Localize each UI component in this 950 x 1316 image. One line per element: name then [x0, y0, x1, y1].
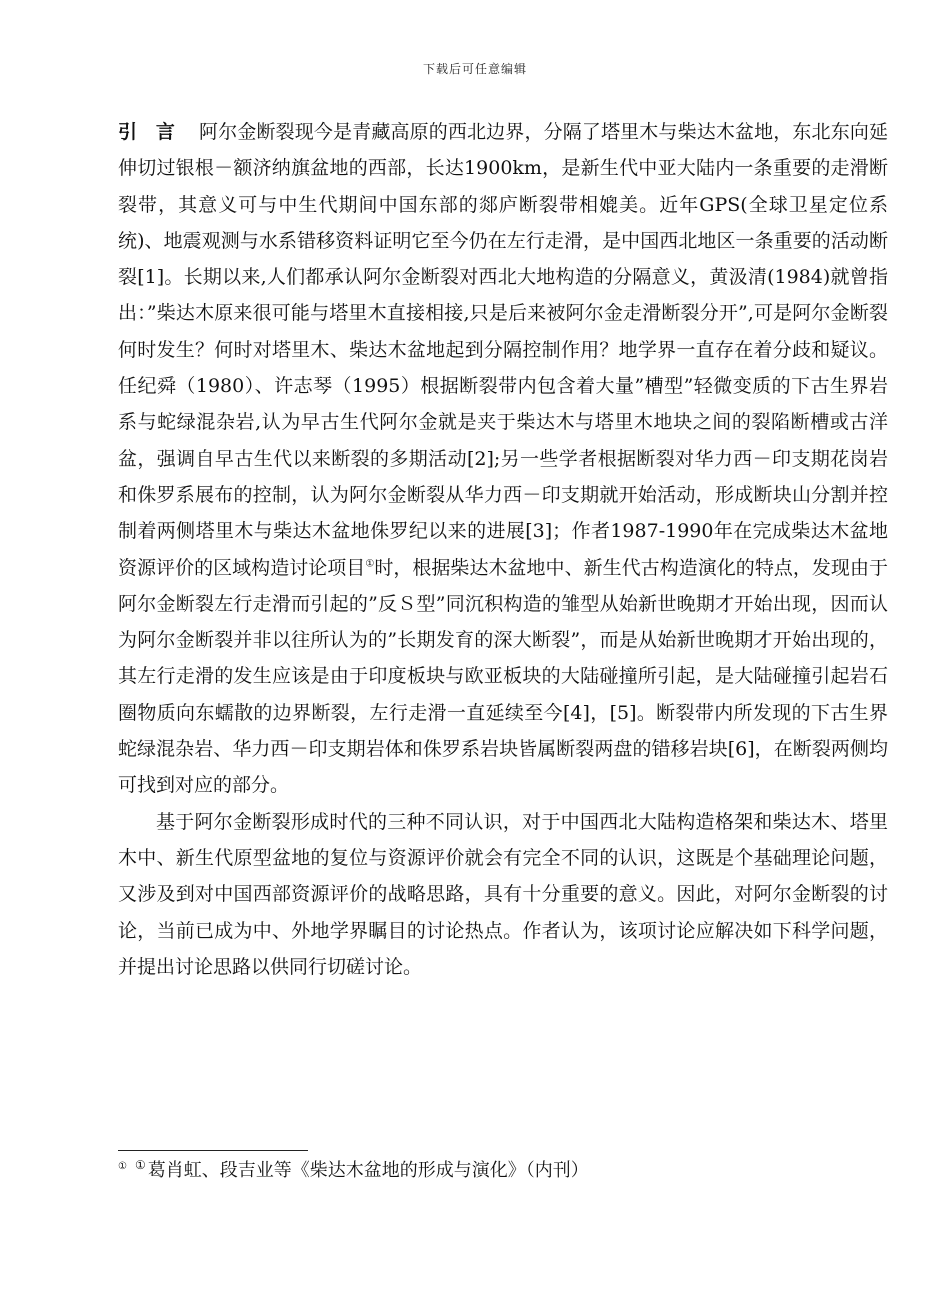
intro-paragraph-1-text-b: 时，根据柴达木盆地中、新生代古构造演化的特点，发现由于阿尔金断裂左行走滑而引起的”反Ｓ型”同沉积构造的雏型从始新世晚期才开始出现，因而认为阿尔金断裂并非以往所认为的”长期发育的深大断裂”，而是从始新世晚期才开始出现的，其左行走滑的发生应该是由于印度板块与欧亚板块的大陆碰撞所引起，是大陆碰撞引起岩石圈物质向东蠕散的边界断裂，左行走滑一直延续至今[4]，[5]。断裂带内所发现的下古生界蛇绿混杂岩、华力西－印支期岩体和侏罗系岩块皆属断裂两盘的错移岩块[6]，在断裂两侧均可找到对应的部分。 [118, 556, 888, 797]
intro-paragraph-2: 基于阿尔金断裂形成时代的三种不同认识，对于中国西北大陆构造格架和柴达木、塔里木中、新生代原型盆地的复位与资源评价就会有完全不同的认识，这既是个基础理论问题，又涉及到对中国西部资源评价的战略思路，具有十分重要的意义。因此，对阿尔金断裂的讨论，当前已成为中、外地学界瞩目的讨论热点。作者认为，该项讨论应解决如下科学问题，并提出讨论思路以供同行切磋讨论。 [118, 810, 888, 978]
intro-paragraph-1 [118, 114, 888, 804]
footnote-divider [118, 1150, 308, 1151]
footnote [118, 1158, 888, 1184]
document-body [118, 114, 888, 985]
footnote-mark-secondary: ① [134, 1158, 146, 1172]
footnote-mark: ① [118, 1161, 127, 1172]
footnote-reference[interactable]: ① [365, 558, 375, 570]
page-header: 下载后可任意编辑 [422, 62, 527, 76]
intro-paragraph-1-text-a: 阿尔金断裂现今是青藏高原的西北边界，分隔了塔里木与柴达木盆地，东北东向延伸切过银根－额济纳旗盆地的西部，长达1900km，是新生代中亚大陆内一条重要的走滑断裂带，其意义可与中生代期间中国东部的郯庐断裂带相媲美。近年GPS(全球卫星定位系统)、地震观测与水系错移资料证明它至今仍在左行走滑，是中国西北地区一条重要的活动断裂[1]。长期以来,人们都承认阿尔金断裂对西北大地构造的分隔意义，黄汲清(1984)就曾指出：”柴达木原来很可能与塔里木直接相接,只是后来被阿尔金走滑断裂分开”,可是阿尔金断裂何时发生？何时对塔里木、柴达木盆地起到分隔控制作用？地学界一直存在着分歧和疑议。任纪舜（1980）、许志琴（1995）根据断裂带内包含着大量”槽型”轻微变质的下古生界岩系与蛇绿混杂岩,认为早古生代阿尔金就是夹于柴达木与塔里木地块之间的裂陷断槽或古洋盆，强调自早古生代以来断裂的多期活动[2];另一些学者根据断裂对华力西－印支期花岗岩和侏罗系展布的控制，认为阿尔金断裂从华力西－印支期就开始活动，形成断块山分割并控制着两侧塔里木与柴达木盆地侏罗纪以来的进展[3]；作者1987-1990年在完成柴达木盆地资源评价的区域构造讨论项目 [118, 121, 888, 579]
section-heading: 引 言 [118, 121, 182, 143]
footnote-text: 葛肖虹、段吉业等《柴达木盆地的形成与演化》（内刊） [147, 1160, 589, 1181]
